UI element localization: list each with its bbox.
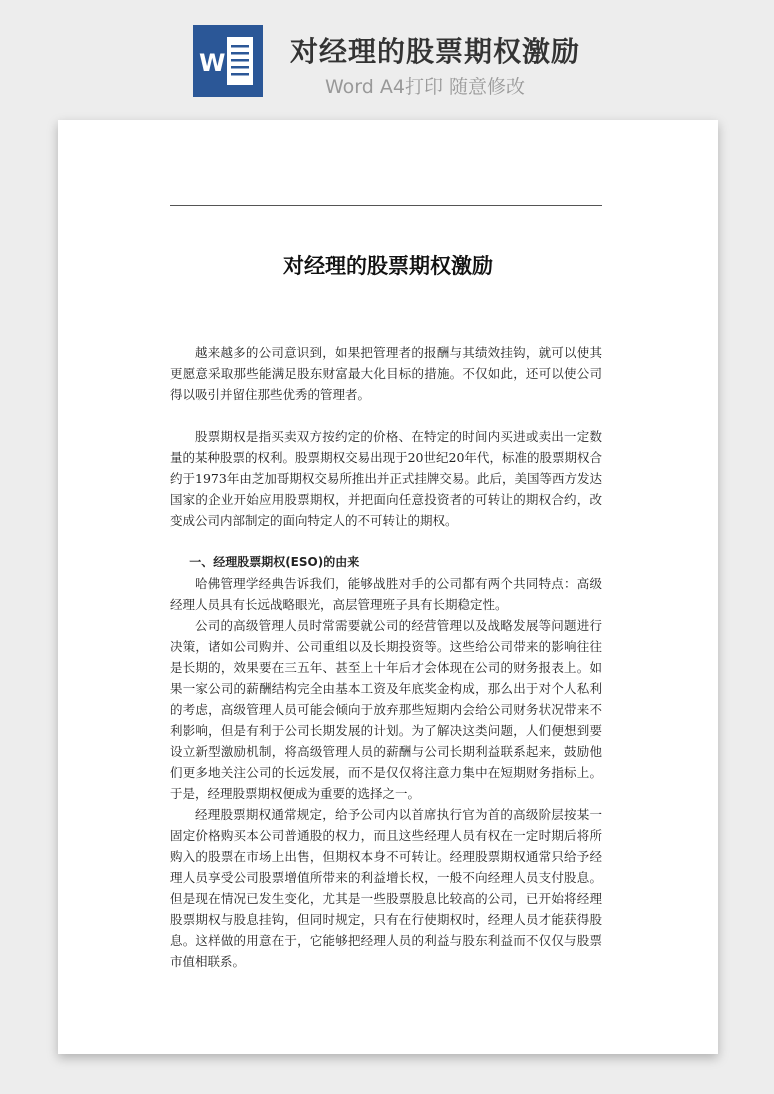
header-rule (170, 205, 602, 206)
banner-subtitle: Word A4打印 随意修改 (325, 76, 526, 98)
banner-title: 对经理的股票期权激励 (290, 35, 581, 68)
intro-paragraph-1: 越来越多的公司意识到，如果把管理者的报酬与其绩效挂钩，就可以使其更愿意采取那些能满足股东财富最大化目标的措施。不仅如此，还可以使公司得以吸引并留住那些优秀的管理者。 (170, 345, 602, 402)
word-icon-letter: W (199, 49, 226, 77)
section-paragraph-1: 哈佛管理学经典告诉我们，能够战胜对手的公司都有两个共同特点：高级经理人员具有长远战略眼光，高层管理班子具有长期稳定性。 (170, 576, 602, 612)
word-document-icon (193, 25, 263, 97)
intro-paragraph-2: 股票期权是指买卖双方按约定的价格、在特定的时间内买进或卖出一定数量的某种股票的权利。股票期权交易出现于20世纪20年代，标准的股票期权合约于1973年由芝加哥期权交易所推出并正式挂牌交易。此后，美国等西方发达国家的企业开始应用股票期权，并把面向任意投资者的可转让的期权合约，改变成公司内部制定的面向特定人的不可转让的期权。 (170, 429, 602, 528)
document-title: 对经理的股票期权激励 (283, 254, 493, 278)
section-paragraph-2: 公司的高级管理人员时常需要就公司的经营管理以及战略发展等问题进行决策，诸如公司购并、公司重组以及长期投资等。这些给公司带来的影响往往是长期的，效果要在三五年、甚至上十年后才会体现在公司的财务报表上。如果一家公司的薪酬结构完全由基本工资及年底奖金构成，那么出于对个人私利的考虑，高级管理人员可能会倾向于放弃那些短期内会给公司财务状况带来不利影响，但是有利于公司长期发展的计划。为了解决这类问题，人们便想到要设立新型激励机制，将高级管理人员的薪酬与公司长期利益联系起来，鼓励他们更多地关注公司的长远发展，而不是仅仅将注意力集中在短期财务指标上。于是，经理股票期权便成为重要的选择之一。 (170, 618, 602, 801)
document-body (170, 342, 602, 972)
section-heading: 一、经理股票期权(ESO)的由来 (189, 555, 360, 569)
banner (0, 0, 774, 110)
document-page (58, 120, 718, 1054)
section-paragraph-3: 经理股票期权通常规定，给予公司内以首席执行官为首的高级阶层按某一固定价格购买本公司普通股的权力，而且这些经理人员有权在一定时期后将所购入的股票在市场上出售，但期权本身不可转让。经理股票期权通常只给予经理人员享受公司股票增值所带来的利益增长权，一般不向经理人员支付股息。但是现在情况已发生变化，尤其是一些股票股息比较高的公司，已开始将经理股票期权与股息挂钩，但同时规定，只有在行使期权时，经理人员才能获得股息。这样做的用意在于，它能够把经理人员的利益与股东利益而不仅仅与股票市值相联系。 (170, 807, 602, 969)
